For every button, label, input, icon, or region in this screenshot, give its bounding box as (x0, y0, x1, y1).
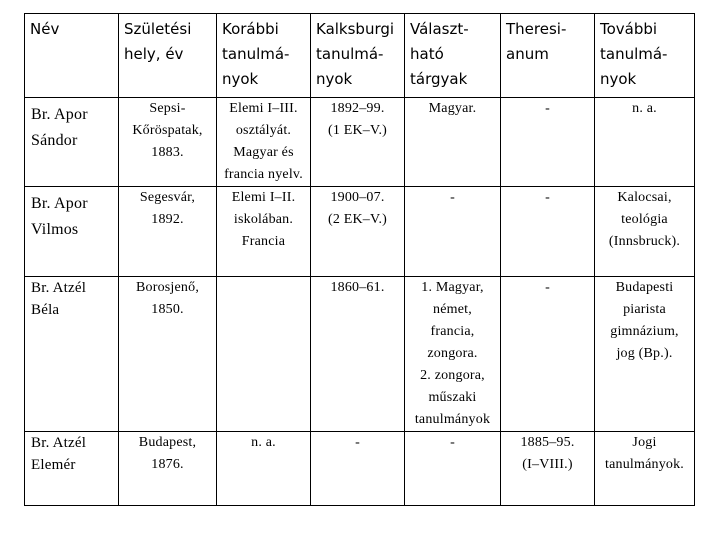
header-name: Név (25, 14, 119, 98)
cell-electives: Magyar. (405, 98, 501, 187)
cell-kalksburg-studies: - (311, 432, 405, 506)
header-theresianum: Theresi- anum (501, 14, 595, 98)
cell-previous-studies: Elemi I–II. iskolában. Francia (217, 187, 311, 277)
cell-further-studies: Jogi tanulmányok. (595, 432, 695, 506)
cell-theresianum: - (501, 98, 595, 187)
table-row (25, 98, 695, 187)
cell-further-studies: Budapesti piarista gimnázium, jog (Bp.). (595, 277, 695, 432)
header-row (25, 14, 695, 98)
header-birth: Születési hely, év (119, 14, 217, 98)
cell-birth: Segesvár, 1892. (119, 187, 217, 277)
table-row (25, 432, 695, 506)
cell-theresianum: - (501, 277, 595, 432)
cell-kalksburg-studies: 1860–61. (311, 277, 405, 432)
cell-further-studies: Kalocsai, teológia (Innsbruck). (595, 187, 695, 277)
cell-theresianum: - (501, 187, 595, 277)
cell-name: Br. Apor Vilmos (25, 187, 119, 277)
table-row (25, 277, 695, 432)
header-further-studies: További tanulmá- nyok (595, 14, 695, 98)
cell-previous-studies (217, 277, 311, 432)
cell-kalksburg-studies: 1892–99. (1 EK–V.) (311, 98, 405, 187)
header-electives: Választ- ható tárgyak (405, 14, 501, 98)
cell-previous-studies: Elemi I–III. osztályát. Magyar és francia nyelv. (217, 98, 311, 187)
cell-birth: Borosjenő, 1850. (119, 277, 217, 432)
header-kalksburg-studies: Kalksburgi tanulmá- nyok (311, 14, 405, 98)
header-previous-studies: Korábbi tanulmá- nyok (217, 14, 311, 98)
cell-name: Br. Atzél Elemér (25, 432, 119, 506)
cell-birth: Budapest, 1876. (119, 432, 217, 506)
cell-electives: - (405, 187, 501, 277)
table-row (25, 187, 695, 277)
cell-theresianum: 1885–95. (I–VIII.) (501, 432, 595, 506)
cell-kalksburg-studies: 1900–07. (2 EK–V.) (311, 187, 405, 277)
cell-further-studies: n. a. (595, 98, 695, 187)
cell-electives: - (405, 432, 501, 506)
cell-electives: 1. Magyar, német, francia, zongora. 2. zongora, műszaki tanulmányok (405, 277, 501, 432)
cell-birth: Sepsi- Kőröspatak, 1883. (119, 98, 217, 187)
cell-name: Br. Atzél Béla (25, 277, 119, 432)
students-table (24, 13, 695, 506)
cell-previous-studies: n. a. (217, 432, 311, 506)
cell-name: Br. Apor Sándor (25, 98, 119, 187)
